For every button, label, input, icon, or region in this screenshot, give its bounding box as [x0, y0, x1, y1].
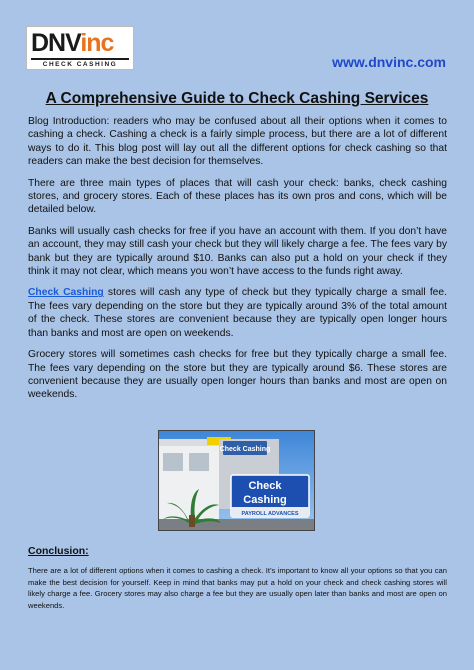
main-sign-line2: Cashing	[243, 494, 287, 506]
website-link[interactable]: www.dnvinc.com	[332, 54, 446, 70]
stores-text: stores will cash any type of check but they typically charge a small fee. The fees vary depending on the store but they are typically around 3% of the total amount of the check. These stores are convenient because they are typically open longer hours than banks and most are open on weekends.	[28, 287, 447, 339]
grocery-paragraph: Grocery stores will sometimes cash checks for free but they typically charge a small fee. The fees vary depending on the store but they are typically around $6. These stores are convenient because they are usually open longer hours than banks and most are open on weekends.	[28, 349, 447, 401]
page-title: A Comprehensive Guide to Check Cashing Services	[45, 90, 429, 107]
conclusion-paragraph: There are a lot of different options when it comes to cashing a check. It’s important to know all your options so that you can make the best decision for yourself. Keep in mind that banks may put a hold on your check and check cashing stores will likely charge a fee. Grocery stores may also charge a fee but they are usually open later than banks and most are open on weekends.	[28, 566, 447, 610]
conclusion-heading: Conclusion:	[28, 545, 89, 557]
check-cashing-link[interactable]: Check Cashing	[28, 287, 104, 299]
main-sign-line1: Check	[248, 480, 282, 492]
logo-divider	[31, 58, 129, 60]
dnvinc-logo[interactable]	[26, 26, 134, 70]
article-body	[28, 115, 447, 410]
logo-brand-accent: inc	[80, 29, 114, 57]
types-paragraph: There are three main types of places that will cash your check: banks, check cashing stores, and grocery stores. Each of these places has its own pros and cons, which will be detailed below.	[28, 177, 447, 216]
banks-paragraph: Banks will usually cash checks for free if you have an account with them. If you don’t have an account, they may still cash your check but they will likely charge a fee. The fees vary by bank but they are typically around $10. Banks can also put a hold on your check if they think it may not clear, which means you won’t have access to the funds right away.	[28, 225, 447, 278]
logo-wordmark	[31, 30, 113, 56]
payroll-sign-text: PAYROLL ADVANCES	[241, 511, 299, 517]
intro-paragraph: Blog Introduction: readers who may be confused about all their options when it comes to cashing a check. Cashing a check is a fairly simple process, but there are a lot of different ways to do it. This blog post will lay out all the different options for check cashing so that readers can make the best decision for themselves.	[28, 116, 447, 168]
storefront-illustration	[159, 431, 314, 530]
logo-tagline: CHECK CASHING	[42, 61, 118, 68]
check-cashing-stores-paragraph	[28, 286, 447, 340]
logo-brand-dark: DNV	[31, 29, 81, 57]
storefront-photo	[158, 430, 315, 531]
upper-sign-text: Check Cashing	[219, 446, 271, 453]
